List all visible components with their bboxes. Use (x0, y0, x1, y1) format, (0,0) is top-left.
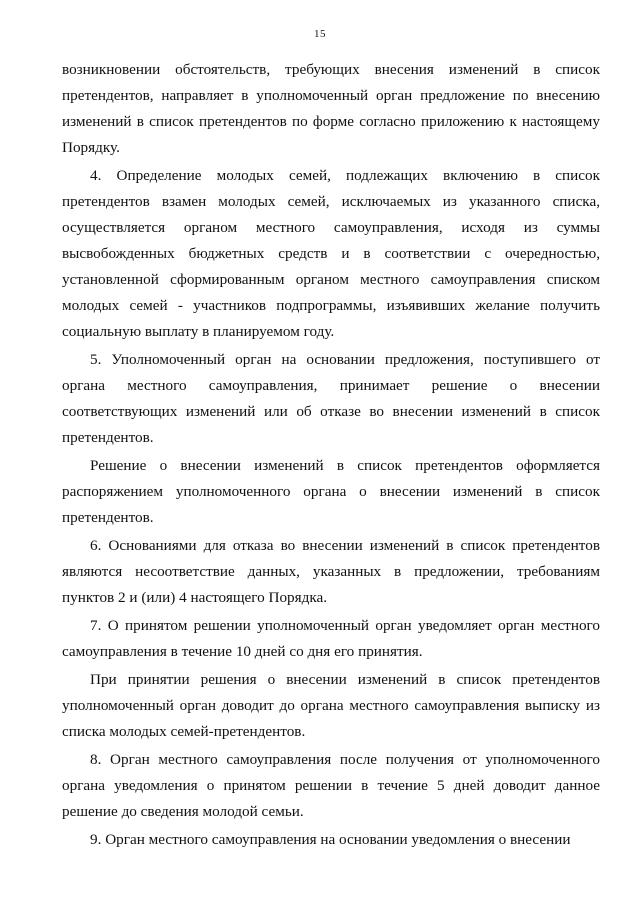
document-body (62, 57, 600, 853)
page-number: 15 (314, 28, 326, 40)
paragraph-item-9: 9. Орган местного самоуправления на основании уведомления о внесении (90, 831, 571, 848)
paragraph-item-7: 7. О принятом решении уполномоченный орган уведомляет орган местного самоуправления в течение 10 дней со дня его принятия. (62, 617, 600, 660)
paragraph-item-5: 5. Уполномоченный орган на основании предложения, поступившего от органа местного самоуправления, принимает решение о внесении соответствующих изменений или об отказе во внесении изменений в список претендентов. (62, 351, 600, 446)
paragraph-continuation: возникновении обстоятельств, требующих внесения изменений в список претендентов, направляет в уполномоченный орган предложение по внесению изменений в список претендентов по форме согласно приложению к настоящему Порядку. (62, 61, 600, 156)
paragraph-decision-formalization: Решение о внесении изменений в список претендентов оформляется распоряжением уполномоченного органа о внесении изменений в список претендентов. (62, 457, 600, 526)
paragraph-extract-delivery: При принятии решения о внесении изменений в список претендентов уполномоченный орган доводит до органа местного самоуправления выписку из списка молодых семей-претендентов. (62, 671, 600, 740)
paragraph-item-4: 4. Определение молодых семей, подлежащих включению в список претендентов взамен молодых семей, исключаемых из указанного списка, осуществляется органом местного самоуправления, исходя из суммы высвобожденных бюджетных средств и в соответствии с очередностью, установленной сформированным органом местного самоуправления списком молодых семей - участников подпрограммы, изъявивших желание получить социальную выплату в планируемом году. (62, 167, 600, 340)
paragraph-item-6: 6. Основаниями для отказа во внесении изменений в список претендентов являются несоответствие данных, указанных в предложении, требованиям пунктов 2 и (или) 4 настоящего Порядка. (62, 537, 600, 606)
paragraph-item-8: 8. Орган местного самоуправления после получения от уполномоченного органа уведомления о принятом решении в течение 5 дней доводит данное решение до сведения молодой семьи. (62, 751, 600, 820)
